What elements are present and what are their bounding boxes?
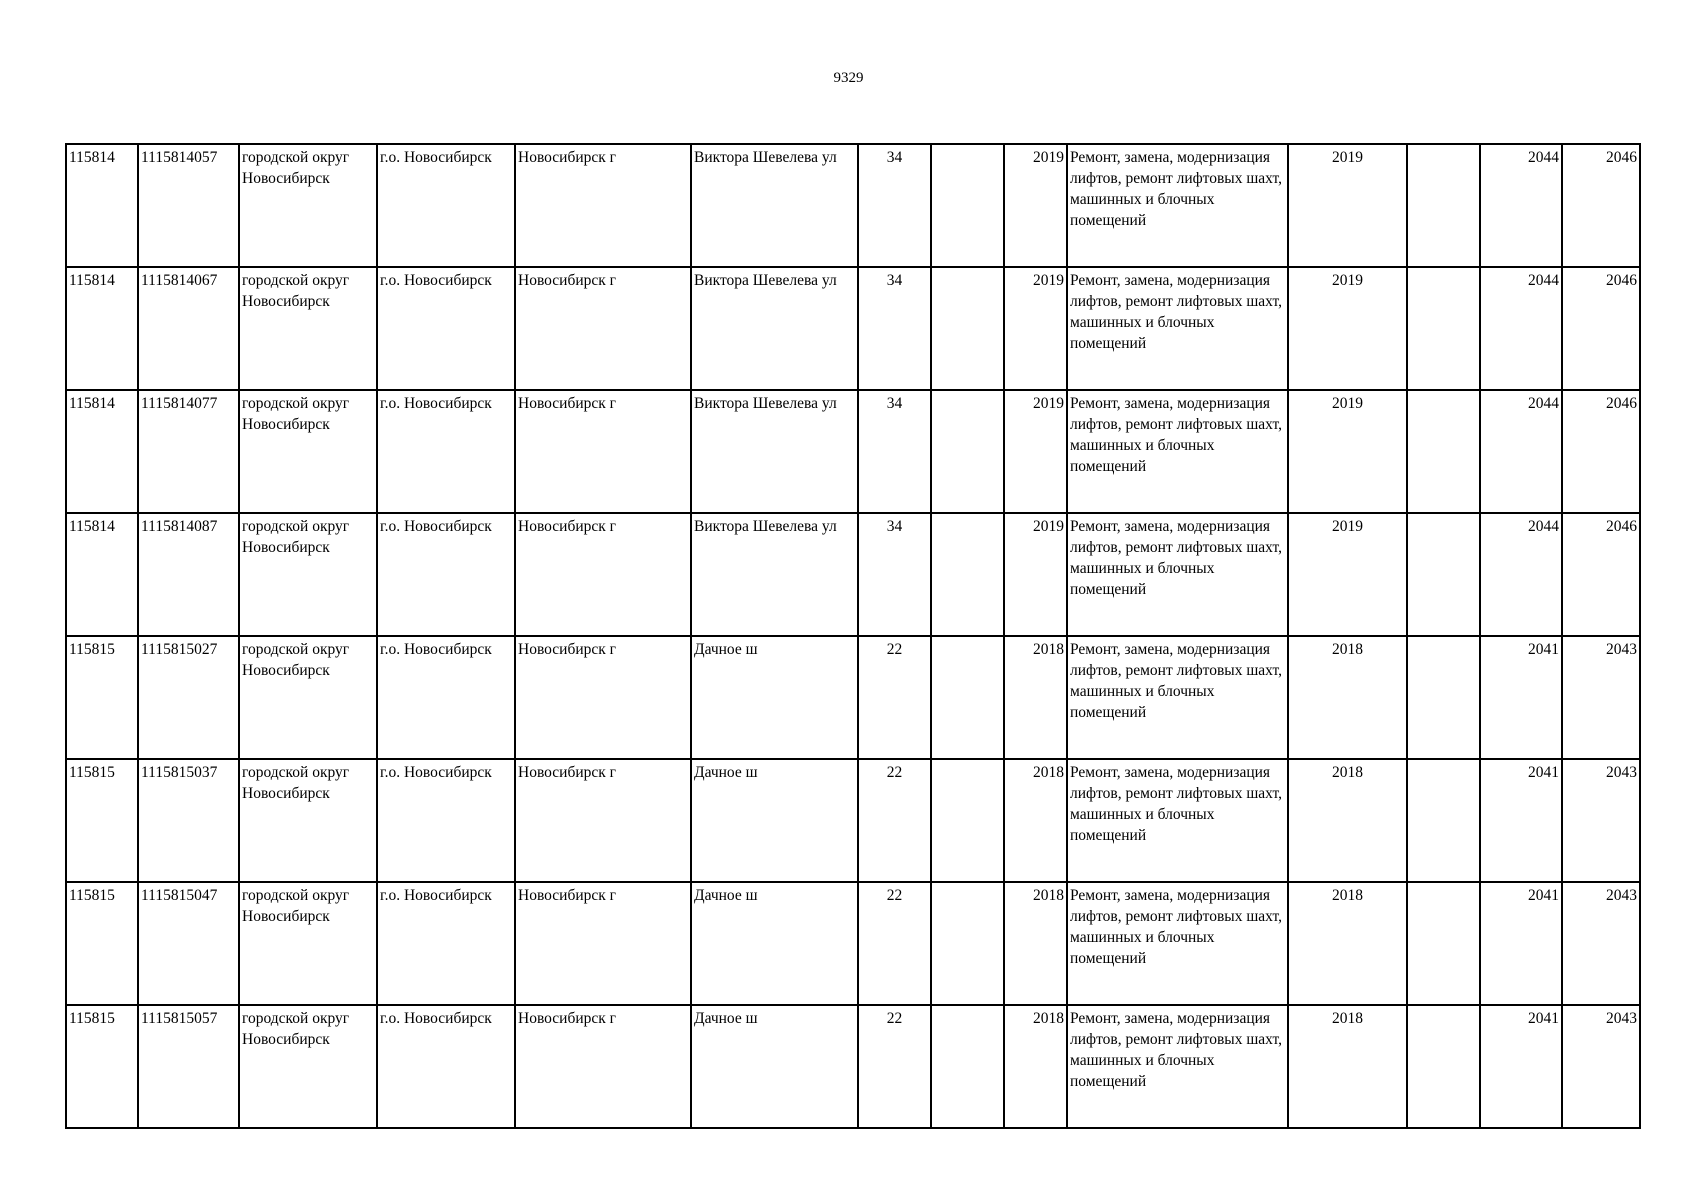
cell-blank	[1407, 390, 1480, 513]
cell-city: Новосибирск г	[515, 1005, 691, 1128]
cell-work-type: Ремонт, замена, модернизация лифтов, ремонт лифтовых шахт, машинных и блочных помещений	[1067, 513, 1288, 636]
cell-street: Дачное ш	[691, 759, 858, 882]
table-row	[66, 882, 1640, 1005]
cell-period-start: 2044	[1480, 267, 1562, 390]
cell-municipality: городской округ Новосибирск	[239, 267, 377, 390]
cell-municipality: городской округ Новосибирск	[239, 1005, 377, 1128]
cell-building	[931, 513, 1004, 636]
cell-work-type: Ремонт, замена, модернизация лифтов, ремонт лифтовых шахт, машинных и блочных помещений	[1067, 144, 1288, 267]
cell-city: Новосибирск г	[515, 636, 691, 759]
cell-district: г.о. Новосибирск	[377, 1005, 515, 1128]
cell-period-start: 2044	[1480, 144, 1562, 267]
cell-year: 2018	[1004, 882, 1067, 1005]
cell-blank	[1407, 882, 1480, 1005]
cell-city: Новосибирск г	[515, 759, 691, 882]
cell-building	[931, 390, 1004, 513]
cell-district: г.о. Новосибирск	[377, 636, 515, 759]
cell-building	[931, 144, 1004, 267]
table-row	[66, 513, 1640, 636]
cell-house: 22	[858, 1005, 931, 1128]
cell-year: 2019	[1004, 267, 1067, 390]
cell-object-code: 1115814077	[138, 390, 239, 513]
cell-building	[931, 636, 1004, 759]
cell-street: Дачное ш	[691, 636, 858, 759]
cell-period-start: 2041	[1480, 882, 1562, 1005]
cell-district: г.о. Новосибирск	[377, 882, 515, 1005]
cell-city: Новосибирск г	[515, 267, 691, 390]
cell-city: Новосибирск г	[515, 882, 691, 1005]
cell-building-id: 115815	[66, 882, 138, 1005]
cell-object-code: 1115815037	[138, 759, 239, 882]
cell-work-type: Ремонт, замена, модернизация лифтов, ремонт лифтовых шахт, машинных и блочных помещений	[1067, 759, 1288, 882]
cell-building-id: 115815	[66, 759, 138, 882]
cell-building-id: 115814	[66, 144, 138, 267]
cell-building-id: 115814	[66, 267, 138, 390]
cell-period-start: 2041	[1480, 1005, 1562, 1128]
table-row	[66, 144, 1640, 267]
cell-object-code: 1115815057	[138, 1005, 239, 1128]
cell-plan-year: 2019	[1288, 144, 1407, 267]
cell-plan-year: 2018	[1288, 636, 1407, 759]
cell-object-code: 1115814087	[138, 513, 239, 636]
cell-municipality: городской округ Новосибирск	[239, 144, 377, 267]
cell-year: 2018	[1004, 636, 1067, 759]
cell-street: Виктора Шевелева ул	[691, 144, 858, 267]
cell-blank	[1407, 1005, 1480, 1128]
cell-street: Виктора Шевелева ул	[691, 513, 858, 636]
cell-blank	[1407, 759, 1480, 882]
cell-period-start: 2041	[1480, 636, 1562, 759]
cell-municipality: городской округ Новосибирск	[239, 882, 377, 1005]
cell-plan-year: 2018	[1288, 882, 1407, 1005]
cell-period-end: 2043	[1562, 759, 1640, 882]
cell-street: Виктора Шевелева ул	[691, 267, 858, 390]
page-number: 9329	[833, 70, 864, 86]
cell-year: 2019	[1004, 390, 1067, 513]
table-row	[66, 267, 1640, 390]
cell-period-end: 2046	[1562, 390, 1640, 513]
cell-district: г.о. Новосибирск	[377, 144, 515, 267]
cell-building-id: 115815	[66, 1005, 138, 1128]
cell-municipality: городской округ Новосибирск	[239, 636, 377, 759]
cell-work-type: Ремонт, замена, модернизация лифтов, ремонт лифтовых шахт, машинных и блочных помещений	[1067, 636, 1288, 759]
cell-municipality: городской округ Новосибирск	[239, 513, 377, 636]
cell-house: 34	[858, 513, 931, 636]
cell-object-code: 1115815027	[138, 636, 239, 759]
cell-building	[931, 267, 1004, 390]
cell-municipality: городской округ Новосибирск	[239, 759, 377, 882]
cell-period-end: 2043	[1562, 636, 1640, 759]
cell-building-id: 115814	[66, 513, 138, 636]
cell-period-end: 2043	[1562, 1005, 1640, 1128]
cell-period-end: 2046	[1562, 513, 1640, 636]
cell-building	[931, 759, 1004, 882]
cell-district: г.о. Новосибирск	[377, 513, 515, 636]
cell-object-code: 1115814057	[138, 144, 239, 267]
cell-house: 34	[858, 267, 931, 390]
cell-house: 22	[858, 759, 931, 882]
cell-blank	[1407, 144, 1480, 267]
cell-work-type: Ремонт, замена, модернизация лифтов, ремонт лифтовых шахт, машинных и блочных помещений	[1067, 882, 1288, 1005]
cell-plan-year: 2019	[1288, 267, 1407, 390]
cell-street: Виктора Шевелева ул	[691, 390, 858, 513]
table-row	[66, 759, 1640, 882]
cell-work-type: Ремонт, замена, модернизация лифтов, ремонт лифтовых шахт, машинных и блочных помещений	[1067, 267, 1288, 390]
table-row	[66, 390, 1640, 513]
cell-blank	[1407, 636, 1480, 759]
cell-year: 2018	[1004, 759, 1067, 882]
cell-building-id: 115815	[66, 636, 138, 759]
cell-house: 22	[858, 636, 931, 759]
cell-building	[931, 1005, 1004, 1128]
cell-plan-year: 2019	[1288, 513, 1407, 636]
cell-period-start: 2044	[1480, 390, 1562, 513]
cell-object-code: 1115815047	[138, 882, 239, 1005]
cell-year: 2018	[1004, 1005, 1067, 1128]
cell-district: г.о. Новосибирск	[377, 390, 515, 513]
cell-work-type: Ремонт, замена, модернизация лифтов, ремонт лифтовых шахт, машинных и блочных помещений	[1067, 1005, 1288, 1128]
cell-plan-year: 2018	[1288, 1005, 1407, 1128]
cell-period-end: 2046	[1562, 144, 1640, 267]
cell-plan-year: 2018	[1288, 759, 1407, 882]
cell-year: 2019	[1004, 144, 1067, 267]
cell-blank	[1407, 267, 1480, 390]
cell-municipality: городской округ Новосибирск	[239, 390, 377, 513]
cell-street: Дачное ш	[691, 1005, 858, 1128]
cell-district: г.о. Новосибирск	[377, 759, 515, 882]
cell-work-type: Ремонт, замена, модернизация лифтов, ремонт лифтовых шахт, машинных и блочных помещений	[1067, 390, 1288, 513]
table-row	[66, 636, 1640, 759]
cell-house: 34	[858, 390, 931, 513]
cell-building-id: 115814	[66, 390, 138, 513]
cell-blank	[1407, 513, 1480, 636]
cell-house: 22	[858, 882, 931, 1005]
cell-street: Дачное ш	[691, 882, 858, 1005]
cell-city: Новосибирск г	[515, 144, 691, 267]
cell-city: Новосибирск г	[515, 390, 691, 513]
cell-district: г.о. Новосибирск	[377, 267, 515, 390]
cell-period-start: 2041	[1480, 759, 1562, 882]
table-row	[66, 1005, 1640, 1128]
cell-year: 2019	[1004, 513, 1067, 636]
cell-object-code: 1115814067	[138, 267, 239, 390]
cell-period-end: 2043	[1562, 882, 1640, 1005]
registry-table	[65, 143, 1641, 1129]
registry-table-body	[66, 144, 1640, 1128]
cell-building	[931, 882, 1004, 1005]
cell-plan-year: 2019	[1288, 390, 1407, 513]
cell-period-start: 2044	[1480, 513, 1562, 636]
cell-city: Новосибирск г	[515, 513, 691, 636]
cell-house: 34	[858, 144, 931, 267]
cell-period-end: 2046	[1562, 267, 1640, 390]
